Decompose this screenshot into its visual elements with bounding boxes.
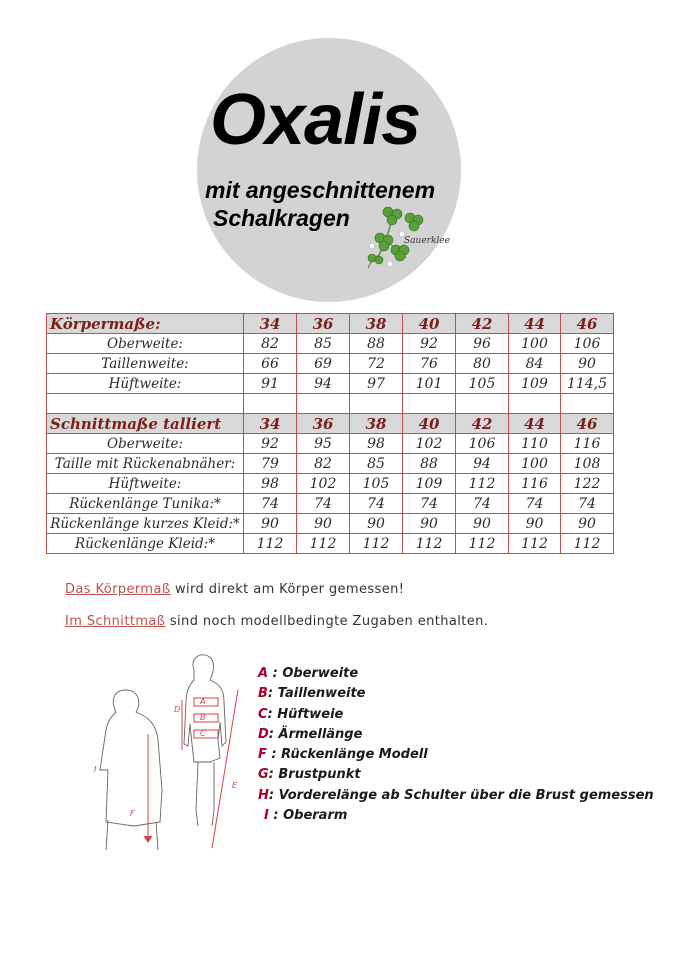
pattern-measure-note xyxy=(65,614,488,629)
figure-label-b: B xyxy=(200,713,206,722)
row-label: Taille mit Rückenabnäher: xyxy=(47,454,244,474)
legend-text: : Oberarm xyxy=(268,808,348,824)
measure-cell: 94 xyxy=(456,454,509,474)
measure-cell: 101 xyxy=(403,374,456,394)
table-spacer-row xyxy=(47,394,614,414)
measure-cell: 82 xyxy=(244,334,297,354)
measure-cell: 98 xyxy=(350,434,403,454)
table-header-row xyxy=(47,414,614,434)
empty-cell xyxy=(403,394,456,414)
legend-text: : Hüftweie xyxy=(267,706,344,722)
size-header-cell: 34 xyxy=(244,314,297,334)
measure-cell: 112 xyxy=(350,534,403,554)
measure-cell: 105 xyxy=(456,374,509,394)
legend-item xyxy=(258,684,654,704)
measure-cell: 82 xyxy=(297,454,350,474)
table-section-heading: Körpermaße: xyxy=(47,314,244,334)
measure-cell: 85 xyxy=(297,334,350,354)
body-measure-text: wird direkt am Körper gemessen! xyxy=(170,582,405,597)
logo-signature: Sauerklee xyxy=(404,236,450,246)
measure-cell: 72 xyxy=(350,354,403,374)
legend-key: D xyxy=(258,726,269,742)
table-row xyxy=(47,334,614,354)
table-row xyxy=(47,514,614,534)
row-label: Hüftweite: xyxy=(47,474,244,494)
legend-text: : Brustpunkt xyxy=(268,767,361,783)
legend-item xyxy=(258,705,654,725)
measure-cell: 90 xyxy=(244,514,297,534)
table-row xyxy=(47,434,614,454)
measure-cell: 112 xyxy=(561,534,614,554)
table-row xyxy=(47,374,614,394)
size-header-cell: 44 xyxy=(509,414,561,434)
legend-item xyxy=(258,664,654,684)
empty-cell xyxy=(509,394,561,414)
measure-cell: 95 xyxy=(297,434,350,454)
measure-cell: 114,5 xyxy=(561,374,614,394)
measure-cell: 116 xyxy=(509,474,561,494)
size-header-cell: 36 xyxy=(297,314,350,334)
measure-cell: 92 xyxy=(403,334,456,354)
figure-label-a: A xyxy=(200,697,206,706)
measure-cell: 102 xyxy=(297,474,350,494)
table-row xyxy=(47,534,614,554)
product-title: Oxalis xyxy=(210,80,421,160)
row-label: Hüftweite: xyxy=(47,374,244,394)
measure-cell: 69 xyxy=(297,354,350,374)
table-row xyxy=(47,494,614,514)
measure-cell: 88 xyxy=(403,454,456,474)
legend-item xyxy=(258,745,654,765)
measure-cell: 100 xyxy=(509,454,561,474)
empty-cell xyxy=(244,394,297,414)
measure-cell: 122 xyxy=(561,474,614,494)
legend-item xyxy=(258,806,654,826)
size-header-cell: 36 xyxy=(297,414,350,434)
empty-cell xyxy=(47,394,244,414)
figure-label-e: E xyxy=(232,781,238,790)
legend-key: G xyxy=(258,767,269,783)
legend-key: C xyxy=(258,706,268,722)
measure-cell: 108 xyxy=(561,454,614,474)
measure-cell: 90 xyxy=(456,514,509,534)
measure-cell: 109 xyxy=(509,374,561,394)
measure-cell: 74 xyxy=(509,494,561,514)
row-label: Rückenlänge kurzes Kleid:* xyxy=(47,514,244,534)
measure-cell: 74 xyxy=(403,494,456,514)
measure-cell: 79 xyxy=(244,454,297,474)
measure-cell: 74 xyxy=(456,494,509,514)
table-header-row xyxy=(47,314,614,334)
figure-label-d: D xyxy=(174,705,181,714)
measure-cell: 112 xyxy=(509,534,561,554)
measure-cell: 112 xyxy=(297,534,350,554)
measure-cell: 90 xyxy=(561,514,614,534)
table-row xyxy=(47,474,614,494)
figure-label-c: C xyxy=(200,729,206,738)
measure-cell: 112 xyxy=(456,474,509,494)
legend-item xyxy=(258,725,654,745)
measure-cell: 90 xyxy=(509,514,561,534)
measure-cell: 74 xyxy=(350,494,403,514)
measure-cell: 110 xyxy=(509,434,561,454)
size-header-cell: 46 xyxy=(561,314,614,334)
measure-cell: 90 xyxy=(350,514,403,534)
measure-cell: 98 xyxy=(244,474,297,494)
measure-cell: 66 xyxy=(244,354,297,374)
row-label: Oberweite: xyxy=(47,334,244,354)
pattern-measure-link: Im Schnittmaß xyxy=(65,614,166,629)
row-label: Rückenlänge Kleid:* xyxy=(47,534,244,554)
measure-cell: 94 xyxy=(297,374,350,394)
measure-cell: 96 xyxy=(456,334,509,354)
measure-cell: 112 xyxy=(244,534,297,554)
legend-text: : Vorderelänge ab Schulter über die Brust gemessen xyxy=(268,787,654,803)
legend-text: : Oberweite xyxy=(268,666,359,681)
figure-label-f: F xyxy=(130,809,135,818)
measure-cell: 97 xyxy=(350,374,403,394)
measure-cell: 74 xyxy=(297,494,350,514)
measure-cell: 74 xyxy=(244,494,297,514)
empty-cell xyxy=(350,394,403,414)
body-measure-note xyxy=(65,582,404,597)
pattern-measure-text: sind noch modellbedingte Zugaben enthalten. xyxy=(165,614,489,629)
legend-text: : Ärmellänge xyxy=(268,726,363,742)
measure-cell: 90 xyxy=(403,514,456,534)
measure-cell: 116 xyxy=(561,434,614,454)
table-section-heading: Schnittmaße talliert xyxy=(47,414,244,434)
empty-cell xyxy=(456,394,509,414)
size-header-cell: 46 xyxy=(561,414,614,434)
measure-cell: 112 xyxy=(456,534,509,554)
measure-cell: 92 xyxy=(244,434,297,454)
table-row xyxy=(47,454,614,474)
measure-cell: 84 xyxy=(509,354,561,374)
legend-key: H xyxy=(258,787,269,803)
size-header-cell: 44 xyxy=(509,314,561,334)
measure-cell: 88 xyxy=(350,334,403,354)
measure-cell: 106 xyxy=(456,434,509,454)
measure-cell: 109 xyxy=(403,474,456,494)
legend-item xyxy=(258,786,654,806)
legend-key: B xyxy=(258,686,268,702)
measurement-figure xyxy=(86,650,246,860)
measure-cell: 100 xyxy=(509,334,561,354)
measurement-legend xyxy=(258,664,654,826)
measure-cell: 112 xyxy=(403,534,456,554)
row-label: Oberweite: xyxy=(47,434,244,454)
measure-cell: 91 xyxy=(244,374,297,394)
measure-cell: 90 xyxy=(561,354,614,374)
size-header-cell: 40 xyxy=(403,314,456,334)
size-header-cell: 34 xyxy=(244,414,297,434)
empty-cell xyxy=(561,394,614,414)
figure-label-i: I xyxy=(94,765,97,774)
measure-cell: 80 xyxy=(456,354,509,374)
empty-cell xyxy=(297,394,350,414)
size-header-cell: 38 xyxy=(350,414,403,434)
legend-text: : Rückenlänge Modell xyxy=(266,747,428,763)
product-subtitle-line1: mit angeschnittenem xyxy=(205,177,436,203)
measure-cell: 85 xyxy=(350,454,403,474)
legend-item xyxy=(258,765,654,785)
size-header-cell: 42 xyxy=(456,314,509,334)
measure-cell: 102 xyxy=(403,434,456,454)
measure-cell: 90 xyxy=(297,514,350,534)
product-subtitle-line2: Schalkragen xyxy=(213,205,350,231)
size-table xyxy=(46,313,614,554)
measure-cell: 74 xyxy=(561,494,614,514)
size-header-cell: 42 xyxy=(456,414,509,434)
row-label: Rückenlänge Tunika:* xyxy=(47,494,244,514)
measure-cell: 106 xyxy=(561,334,614,354)
row-label: Taillenweite: xyxy=(47,354,244,374)
legend-text: : Taillenweite xyxy=(267,686,366,702)
measure-cell: 76 xyxy=(403,354,456,374)
size-header-cell: 38 xyxy=(350,314,403,334)
legend-key: F xyxy=(258,747,267,763)
body-measure-link: Das Körpermaß xyxy=(65,582,171,597)
size-header-cell: 40 xyxy=(403,414,456,434)
table-row xyxy=(47,354,614,374)
legend-key: A xyxy=(258,666,269,681)
legend-key: I xyxy=(264,808,269,824)
measure-cell: 105 xyxy=(350,474,403,494)
